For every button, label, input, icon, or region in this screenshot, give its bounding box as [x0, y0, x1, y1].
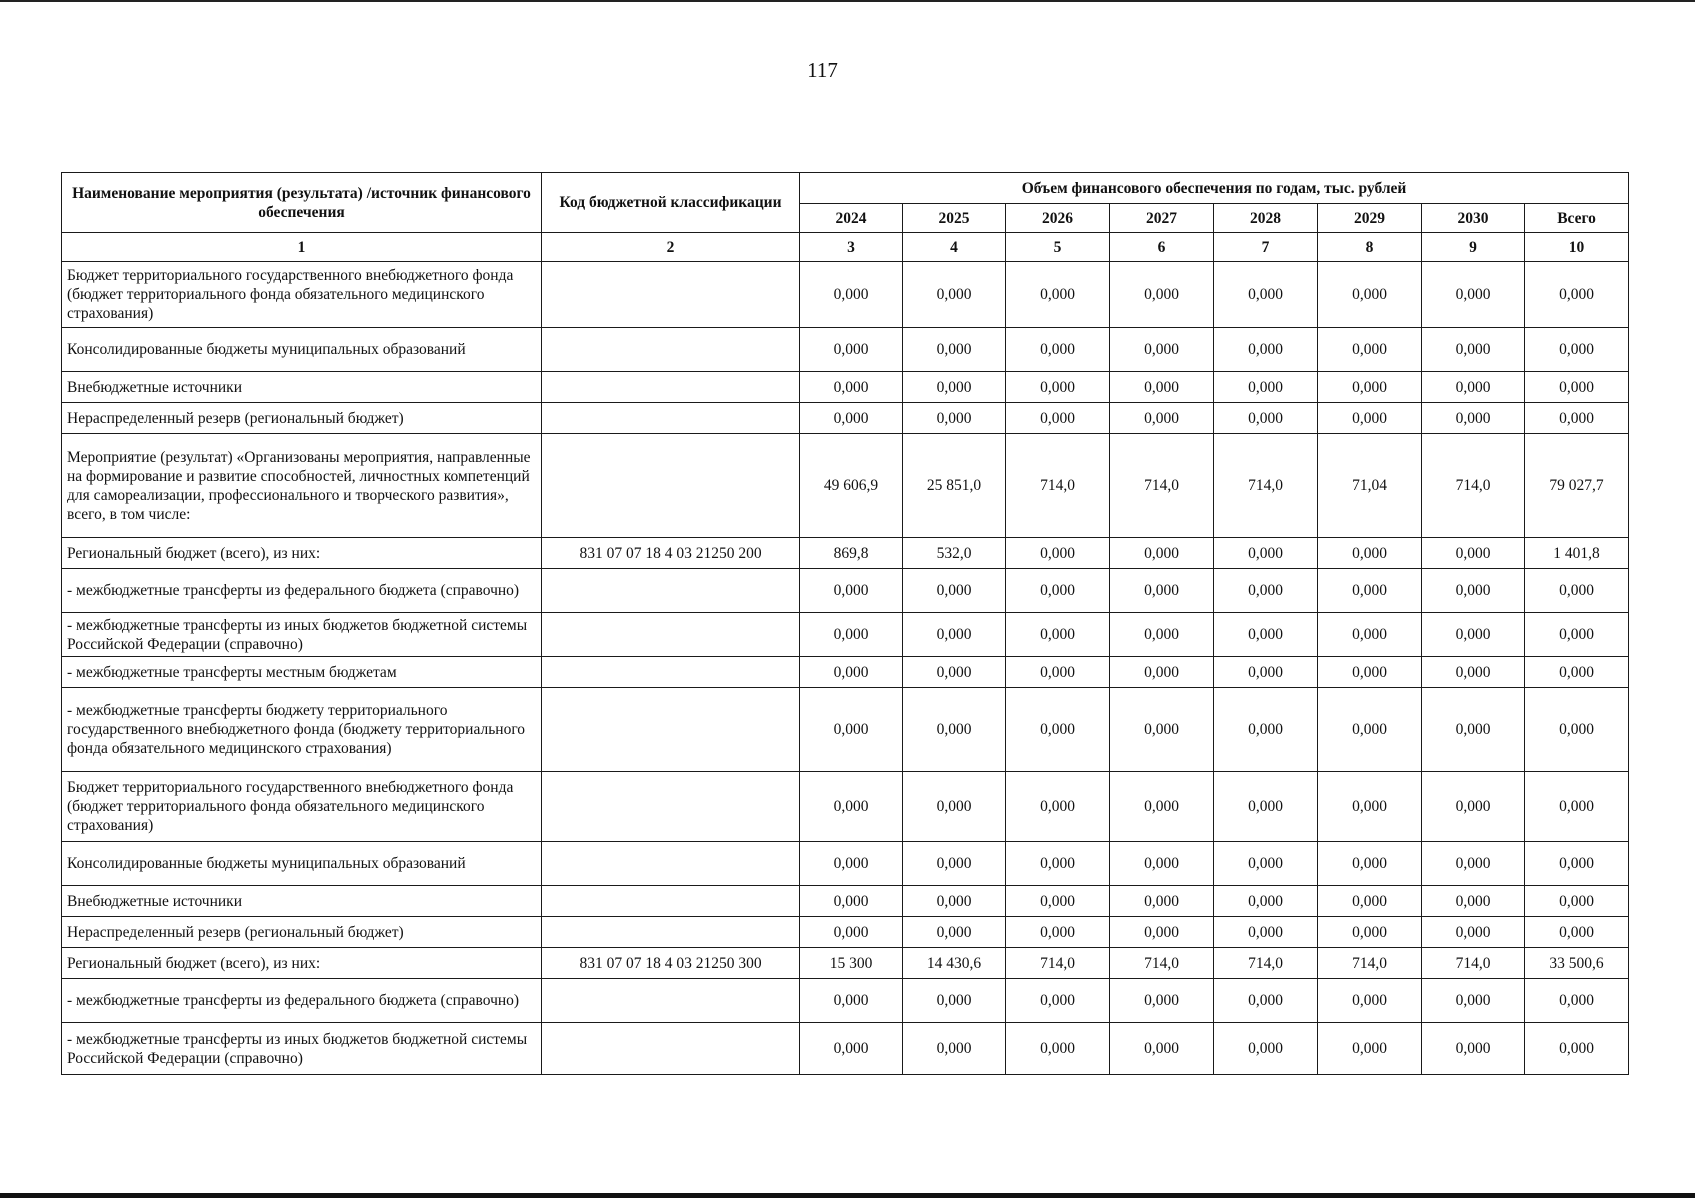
row-year-value-cell: 0,000: [1318, 262, 1422, 328]
row-year-value-cell: 0,000: [903, 657, 1006, 688]
row-year-value-cell: 0,000: [1422, 403, 1525, 434]
row-year-value-cell: 0,000: [1006, 917, 1110, 948]
row-year-value-cell: 0,000: [1318, 372, 1422, 403]
row-year-value-cell: 532,0: [903, 538, 1006, 569]
row-year-value-cell: 0,000: [1422, 842, 1525, 886]
row-year-value-cell: 0,000: [800, 569, 903, 613]
table-row: [62, 979, 1629, 1023]
row-year-value-cell: 0,000: [1006, 1023, 1110, 1075]
row-year-value-cell: 0,000: [800, 772, 903, 842]
row-year-value-cell: 0,000: [1110, 657, 1214, 688]
row-code-cell: [542, 1023, 800, 1075]
row-year-value-cell: 0,000: [800, 688, 903, 772]
column-number: 7: [1214, 233, 1318, 262]
year-header: 2024: [800, 204, 903, 233]
table-row: [62, 372, 1629, 403]
table-row: [62, 688, 1629, 772]
row-year-value-cell: 0,000: [903, 372, 1006, 403]
table-row: [62, 328, 1629, 372]
row-year-value-cell: 0,000: [1006, 613, 1110, 657]
row-name-cell: Консолидированные бюджеты муниципальных образований: [62, 842, 542, 886]
row-code-cell: [542, 262, 800, 328]
table-row: [62, 948, 1629, 979]
row-year-value-cell: 0,000: [800, 262, 903, 328]
header-volume-group: Объем финансового обеспечения по годам, тыс. рублей: [800, 173, 1629, 204]
column-number: 6: [1110, 233, 1214, 262]
column-number-row: [62, 233, 1629, 262]
row-name-cell: Региональный бюджет (всего), из них:: [62, 948, 542, 979]
row-year-value-cell: 714,0: [1318, 948, 1422, 979]
row-code-cell: [542, 328, 800, 372]
row-name-cell: Внебюджетные источники: [62, 372, 542, 403]
row-year-value-cell: 0,000: [1318, 328, 1422, 372]
row-year-value-cell: 0,000: [800, 613, 903, 657]
table-body: [62, 262, 1629, 1075]
row-year-value-cell: 49 606,9: [800, 434, 903, 538]
row-year-value-cell: 15 300: [800, 948, 903, 979]
scan-bottom-rule: [0, 1193, 1695, 1198]
row-year-value-cell: 0,000: [800, 1023, 903, 1075]
table-row: [62, 538, 1629, 569]
table-row: [62, 842, 1629, 886]
table-header: [62, 173, 1629, 262]
row-year-value-cell: 0,000: [1110, 613, 1214, 657]
row-year-value-cell: 0,000: [800, 886, 903, 917]
row-total-cell: 0,000: [1525, 1023, 1629, 1075]
table-row: [62, 403, 1629, 434]
table-row: [62, 613, 1629, 657]
row-year-value-cell: 0,000: [1110, 886, 1214, 917]
row-year-value-cell: 25 851,0: [903, 434, 1006, 538]
row-year-value-cell: 0,000: [1006, 657, 1110, 688]
row-year-value-cell: 714,0: [1006, 434, 1110, 538]
table-row: [62, 657, 1629, 688]
row-total-cell: 0,000: [1525, 842, 1629, 886]
row-year-value-cell: 0,000: [1006, 688, 1110, 772]
row-total-cell: 0,000: [1525, 917, 1629, 948]
row-year-value-cell: 0,000: [1110, 328, 1214, 372]
row-name-cell: Нераспределенный резерв (региональный бюджет): [62, 917, 542, 948]
year-header: 2027: [1110, 204, 1214, 233]
table-row: [62, 569, 1629, 613]
row-year-value-cell: 0,000: [1110, 372, 1214, 403]
column-number: 5: [1006, 233, 1110, 262]
row-total-cell: 0,000: [1525, 372, 1629, 403]
row-year-value-cell: 0,000: [800, 842, 903, 886]
row-code-cell: [542, 569, 800, 613]
row-year-value-cell: 0,000: [903, 772, 1006, 842]
column-number: 10: [1525, 233, 1629, 262]
table-row: [62, 886, 1629, 917]
row-code-cell: [542, 842, 800, 886]
row-year-value-cell: 0,000: [1110, 842, 1214, 886]
row-year-value-cell: 714,0: [1110, 434, 1214, 538]
column-number: 4: [903, 233, 1006, 262]
row-year-value-cell: 0,000: [903, 688, 1006, 772]
row-year-value-cell: 0,000: [1214, 917, 1318, 948]
column-number: 1: [62, 233, 542, 262]
row-year-value-cell: 0,000: [903, 613, 1006, 657]
budget-table: [61, 172, 1629, 1075]
row-year-value-cell: 714,0: [1110, 948, 1214, 979]
row-year-value-cell: 0,000: [1214, 842, 1318, 886]
row-year-value-cell: 0,000: [1110, 1023, 1214, 1075]
row-name-cell: - межбюджетные трансферты бюджету территориального государственного внебюджетного фонда (бюджету территориального фонда обязательного медицинского страхования): [62, 688, 542, 772]
row-code-cell: [542, 613, 800, 657]
column-number: 2: [542, 233, 800, 262]
year-header: 2025: [903, 204, 1006, 233]
row-year-value-cell: 0,000: [1006, 979, 1110, 1023]
row-year-value-cell: 0,000: [1110, 569, 1214, 613]
table-row: [62, 917, 1629, 948]
row-name-cell: Мероприятие (результат) «Организованы мероприятия, направленные на формирование и развитие способностей, личностных компетенций для самореализации, профессионального и творческого развития», всего, в том числе:: [62, 434, 542, 538]
row-year-value-cell: 0,000: [1422, 1023, 1525, 1075]
row-year-value-cell: 0,000: [1422, 657, 1525, 688]
row-year-value-cell: 0,000: [1422, 979, 1525, 1023]
row-name-cell: Консолидированные бюджеты муниципальных образований: [62, 328, 542, 372]
year-header: 2026: [1006, 204, 1110, 233]
row-year-value-cell: 0,000: [800, 328, 903, 372]
row-year-value-cell: 0,000: [1422, 538, 1525, 569]
row-year-value-cell: 0,000: [1214, 979, 1318, 1023]
row-year-value-cell: 0,000: [1110, 979, 1214, 1023]
row-year-value-cell: 0,000: [903, 886, 1006, 917]
row-total-cell: 0,000: [1525, 569, 1629, 613]
row-year-value-cell: 0,000: [1214, 569, 1318, 613]
row-total-cell: 0,000: [1525, 688, 1629, 772]
row-year-value-cell: 0,000: [1318, 688, 1422, 772]
row-year-value-cell: 0,000: [1110, 262, 1214, 328]
row-year-value-cell: 0,000: [1214, 688, 1318, 772]
row-year-value-cell: 0,000: [1422, 372, 1525, 403]
row-year-value-cell: 0,000: [1006, 403, 1110, 434]
row-year-value-cell: 0,000: [903, 917, 1006, 948]
column-number: 8: [1318, 233, 1422, 262]
row-year-value-cell: 0,000: [1318, 917, 1422, 948]
year-header: 2028: [1214, 204, 1318, 233]
row-year-value-cell: 0,000: [903, 1023, 1006, 1075]
row-year-value-cell: 0,000: [1422, 569, 1525, 613]
year-header: 2030: [1422, 204, 1525, 233]
row-year-value-cell: 714,0: [1214, 434, 1318, 538]
row-year-value-cell: 0,000: [1006, 886, 1110, 917]
row-year-value-cell: 0,000: [1422, 886, 1525, 917]
row-year-value-cell: 0,000: [1318, 538, 1422, 569]
row-year-value-cell: 0,000: [903, 979, 1006, 1023]
row-code-cell: [542, 372, 800, 403]
year-header: 2029: [1318, 204, 1422, 233]
table-row: [62, 772, 1629, 842]
row-year-value-cell: 0,000: [1318, 842, 1422, 886]
row-code-cell: [542, 403, 800, 434]
row-total-cell: 0,000: [1525, 403, 1629, 434]
row-year-value-cell: 0,000: [903, 328, 1006, 372]
row-year-value-cell: 0,000: [1110, 688, 1214, 772]
row-code-cell: 831 07 07 18 4 03 21250 200: [542, 538, 800, 569]
row-total-cell: 0,000: [1525, 979, 1629, 1023]
row-code-cell: [542, 657, 800, 688]
row-name-cell: - межбюджетные трансферты из федерального бюджета (справочно): [62, 979, 542, 1023]
row-name-cell: Внебюджетные источники: [62, 886, 542, 917]
row-total-cell: 1 401,8: [1525, 538, 1629, 569]
row-year-value-cell: 0,000: [1318, 657, 1422, 688]
row-year-value-cell: 0,000: [1318, 979, 1422, 1023]
row-year-value-cell: 869,8: [800, 538, 903, 569]
row-year-value-cell: 0,000: [1110, 403, 1214, 434]
row-year-value-cell: 0,000: [1318, 569, 1422, 613]
row-year-value-cell: 0,000: [1214, 403, 1318, 434]
row-year-value-cell: 0,000: [1214, 372, 1318, 403]
row-year-value-cell: 0,000: [1318, 1023, 1422, 1075]
table-row: [62, 262, 1629, 328]
row-year-value-cell: 0,000: [903, 569, 1006, 613]
row-total-cell: 33 500,6: [1525, 948, 1629, 979]
row-name-cell: - межбюджетные трансферты из иных бюджетов бюджетной системы Российской Федерации (справочно): [62, 613, 542, 657]
row-name-cell: - межбюджетные трансферты из федерального бюджета (справочно): [62, 569, 542, 613]
row-code-cell: [542, 772, 800, 842]
row-year-value-cell: 0,000: [1422, 917, 1525, 948]
page-number: 117: [807, 58, 838, 82]
row-year-value-cell: 0,000: [1214, 538, 1318, 569]
row-year-value-cell: 0,000: [1110, 538, 1214, 569]
table-row: [62, 1023, 1629, 1075]
table-row: [62, 434, 1629, 538]
row-year-value-cell: 0,000: [903, 262, 1006, 328]
row-code-cell: [542, 917, 800, 948]
row-year-value-cell: 0,000: [1006, 372, 1110, 403]
row-year-value-cell: 0,000: [1318, 403, 1422, 434]
row-year-value-cell: 0,000: [903, 842, 1006, 886]
row-year-value-cell: 0,000: [903, 403, 1006, 434]
row-year-value-cell: 0,000: [1422, 613, 1525, 657]
row-year-value-cell: 0,000: [1006, 842, 1110, 886]
row-year-value-cell: 0,000: [1006, 328, 1110, 372]
row-name-cell: Региональный бюджет (всего), из них:: [62, 538, 542, 569]
row-year-value-cell: 0,000: [1422, 772, 1525, 842]
row-total-cell: 0,000: [1525, 262, 1629, 328]
column-number: 3: [800, 233, 903, 262]
row-year-value-cell: 0,000: [1214, 657, 1318, 688]
row-code-cell: [542, 434, 800, 538]
row-year-value-cell: 0,000: [1318, 613, 1422, 657]
row-year-value-cell: 0,000: [1214, 262, 1318, 328]
row-code-cell: [542, 886, 800, 917]
row-name-cell: Бюджет территориального государственного внебюджетного фонда (бюджет территориального фонда обязательного медицинского страхования): [62, 772, 542, 842]
row-year-value-cell: 714,0: [1214, 948, 1318, 979]
column-number: 9: [1422, 233, 1525, 262]
row-year-value-cell: 0,000: [1422, 328, 1525, 372]
row-year-value-cell: 0,000: [800, 917, 903, 948]
row-year-value-cell: 0,000: [1006, 262, 1110, 328]
row-code-cell: [542, 688, 800, 772]
header-name-column: Наименование мероприятия (результата) /источник финансового обеспечения: [62, 173, 542, 233]
row-name-cell: - межбюджетные трансферты местным бюджетам: [62, 657, 542, 688]
row-year-value-cell: 714,0: [1006, 948, 1110, 979]
row-year-value-cell: 0,000: [1214, 328, 1318, 372]
header-code-column: Код бюджетной классификации: [542, 173, 800, 233]
row-year-value-cell: 0,000: [800, 979, 903, 1023]
row-year-value-cell: 0,000: [800, 372, 903, 403]
row-year-value-cell: 0,000: [1214, 613, 1318, 657]
total-header: Всего: [1525, 204, 1629, 233]
row-name-cell: Бюджет территориального государственного внебюджетного фонда (бюджет территориального фонда обязательного медицинского страхования): [62, 262, 542, 328]
row-year-value-cell: 71,04: [1318, 434, 1422, 538]
row-year-value-cell: 0,000: [1422, 688, 1525, 772]
row-total-cell: 0,000: [1525, 613, 1629, 657]
row-year-value-cell: 0,000: [1214, 886, 1318, 917]
row-year-value-cell: 0,000: [1110, 917, 1214, 948]
row-year-value-cell: 0,000: [1422, 262, 1525, 328]
row-year-value-cell: 0,000: [1006, 569, 1110, 613]
row-year-value-cell: 0,000: [1318, 772, 1422, 842]
row-year-value-cell: 0,000: [1214, 772, 1318, 842]
row-name-cell: - межбюджетные трансферты из иных бюджетов бюджетной системы Российской Федерации (справочно): [62, 1023, 542, 1075]
row-code-cell: 831 07 07 18 4 03 21250 300: [542, 948, 800, 979]
row-name-cell: Нераспределенный резерв (региональный бюджет): [62, 403, 542, 434]
row-total-cell: 0,000: [1525, 772, 1629, 842]
row-year-value-cell: 714,0: [1422, 434, 1525, 538]
row-year-value-cell: 0,000: [1214, 1023, 1318, 1075]
row-total-cell: 79 027,7: [1525, 434, 1629, 538]
row-year-value-cell: 0,000: [800, 657, 903, 688]
row-total-cell: 0,000: [1525, 657, 1629, 688]
row-year-value-cell: 0,000: [800, 403, 903, 434]
row-year-value-cell: 0,000: [1006, 772, 1110, 842]
row-total-cell: 0,000: [1525, 886, 1629, 917]
row-year-value-cell: 0,000: [1110, 772, 1214, 842]
row-year-value-cell: 14 430,6: [903, 948, 1006, 979]
row-total-cell: 0,000: [1525, 328, 1629, 372]
scan-top-rule: [0, 0, 1695, 2]
row-code-cell: [542, 979, 800, 1023]
row-year-value-cell: 0,000: [1006, 538, 1110, 569]
row-year-value-cell: 714,0: [1422, 948, 1525, 979]
row-year-value-cell: 0,000: [1318, 886, 1422, 917]
